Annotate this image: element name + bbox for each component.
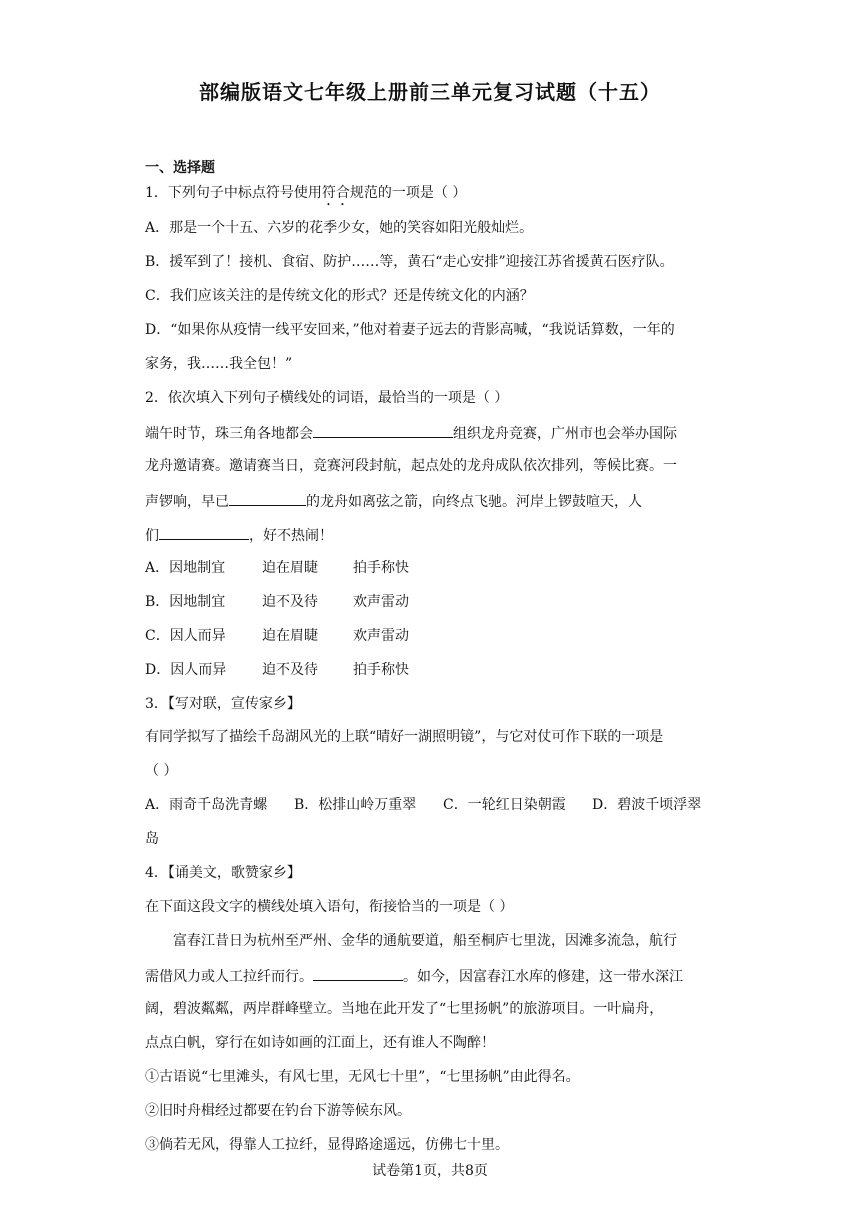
question-2-passage-line: 端午时节，珠三角各地都会 组织龙舟竞赛，广州市也会举办国际 xyxy=(145,422,677,444)
question-4-stem: 4．【诵美文，歌赞家乡】 xyxy=(145,865,301,881)
question-2-option-b: B．因地制宜 迫不及待 欢声雷动 xyxy=(145,594,409,610)
answer-blank xyxy=(313,965,403,981)
question-1-option-d: D．“如果你从疫情一线平安回来，”他对着妻子远去的背影高喊，“我说话算数，一年的 xyxy=(145,322,675,338)
question-3-option-c: C．一轮红日染朝霞 xyxy=(443,797,566,813)
question-4-text-line: 点点白帆，穿行在如诗如画的江面上，还有谁人不陶醉！ xyxy=(145,1035,495,1051)
question-3-option-a: A．雨奇千岛洗青螺 xyxy=(145,797,268,813)
section-heading: 一、选择题 xyxy=(145,160,215,176)
question-4-sentence-1: ①古语说“七里滩头，有风七里，无风七十里”，“七里扬帆”由此得名。 xyxy=(145,1069,580,1085)
question-3-option-b: B．松排山岭万重翠 xyxy=(294,797,417,813)
question-3-option-d-cont: 岛 xyxy=(145,831,159,847)
question-2-passage-line: 龙舟邀请赛。邀请赛当日，竞赛河段封航，起点处的龙舟成队依次排列，等候比赛。一 xyxy=(145,458,677,474)
question-3-options xyxy=(145,795,701,815)
question-4-text-line: 阔，碧波粼粼，两岸群峰壁立。当地在此开发了“七里扬帆”的旅游项目。一叶扁舟， xyxy=(145,1001,664,1017)
question-1-stem: 1．下列句子中标点符号使用符合规范的一项是（ ） xyxy=(145,185,467,201)
question-3-stem: 3．【写对联，宣传家乡】 xyxy=(145,696,301,712)
question-4-text-line: 富春江昔日为杭州至严州、金华的通航要道，船至桐庐七里泷，因滩多流急，航行 xyxy=(173,933,677,949)
question-4-text-line: 需借风力或人工拉纤而行。 。如今，因富春江水库的修建，这一带水深江 xyxy=(145,965,683,987)
question-2-stem: 2．依次填入下列句子横线处的词语，最恰当的一项是（ ） xyxy=(145,390,509,406)
question-4-prompt: 在下面这段文字的横线处填入语句，衔接恰当的一项是（ ） xyxy=(145,899,514,915)
answer-blank xyxy=(313,422,453,438)
question-3-prompt: 有同学拟写了描绘千岛湖风光的上联“晴好一湖照明镜”，与它对仗可作下联的一项是 xyxy=(145,729,664,745)
question-1-option-b: B．援军到了！接机、食宿、防护……等，黄石“走心安排”迎接江苏省援黄石医疗队。 xyxy=(145,254,674,270)
question-3-prompt-cont: （ ） xyxy=(145,763,178,779)
question-2-option-c: C．因人而异 迫在眉睫 欢声雷动 xyxy=(145,628,409,644)
question-2-option-d: D．因人而异 迫不及待 拍手称快 xyxy=(145,662,409,678)
answer-blank xyxy=(159,524,249,540)
page-title: 部编版语文七年级上册前三单元复习试题（十五） xyxy=(199,80,661,104)
question-4-sentence-3: ③倘若无风，得靠人工拉纤，显得路途遥远，仿佛七十里。 xyxy=(145,1137,509,1153)
question-2-passage-line: 声锣响，早已 的龙舟如离弦之箭，向终点飞驰。河岸上锣鼓喧天，人 xyxy=(145,490,642,512)
question-1-option-d-cont: 家务，我……我全包！” xyxy=(145,356,293,372)
page-footer: 试卷第1页，共8页 xyxy=(372,1163,488,1179)
question-2-passage-line: 们 ，好不热闹！ xyxy=(145,524,333,546)
question-1-option-c: C．我们应该关注的是传统文化的形式？还是传统文化的内涵？ xyxy=(145,288,534,304)
answer-blank xyxy=(229,490,306,506)
question-4-sentence-2: ②旧时舟楫经过都要在钓台下游等候东风。 xyxy=(145,1103,411,1119)
question-1-option-a: A．那是一个十五、六岁的花季少女，她的笑容如阳光般灿烂。 xyxy=(145,220,534,236)
question-2-option-a: A．因地制宜 迫在眉睫 拍手称快 xyxy=(145,560,409,576)
question-3-option-d: D．碧波千顷浮翠 xyxy=(592,797,702,813)
